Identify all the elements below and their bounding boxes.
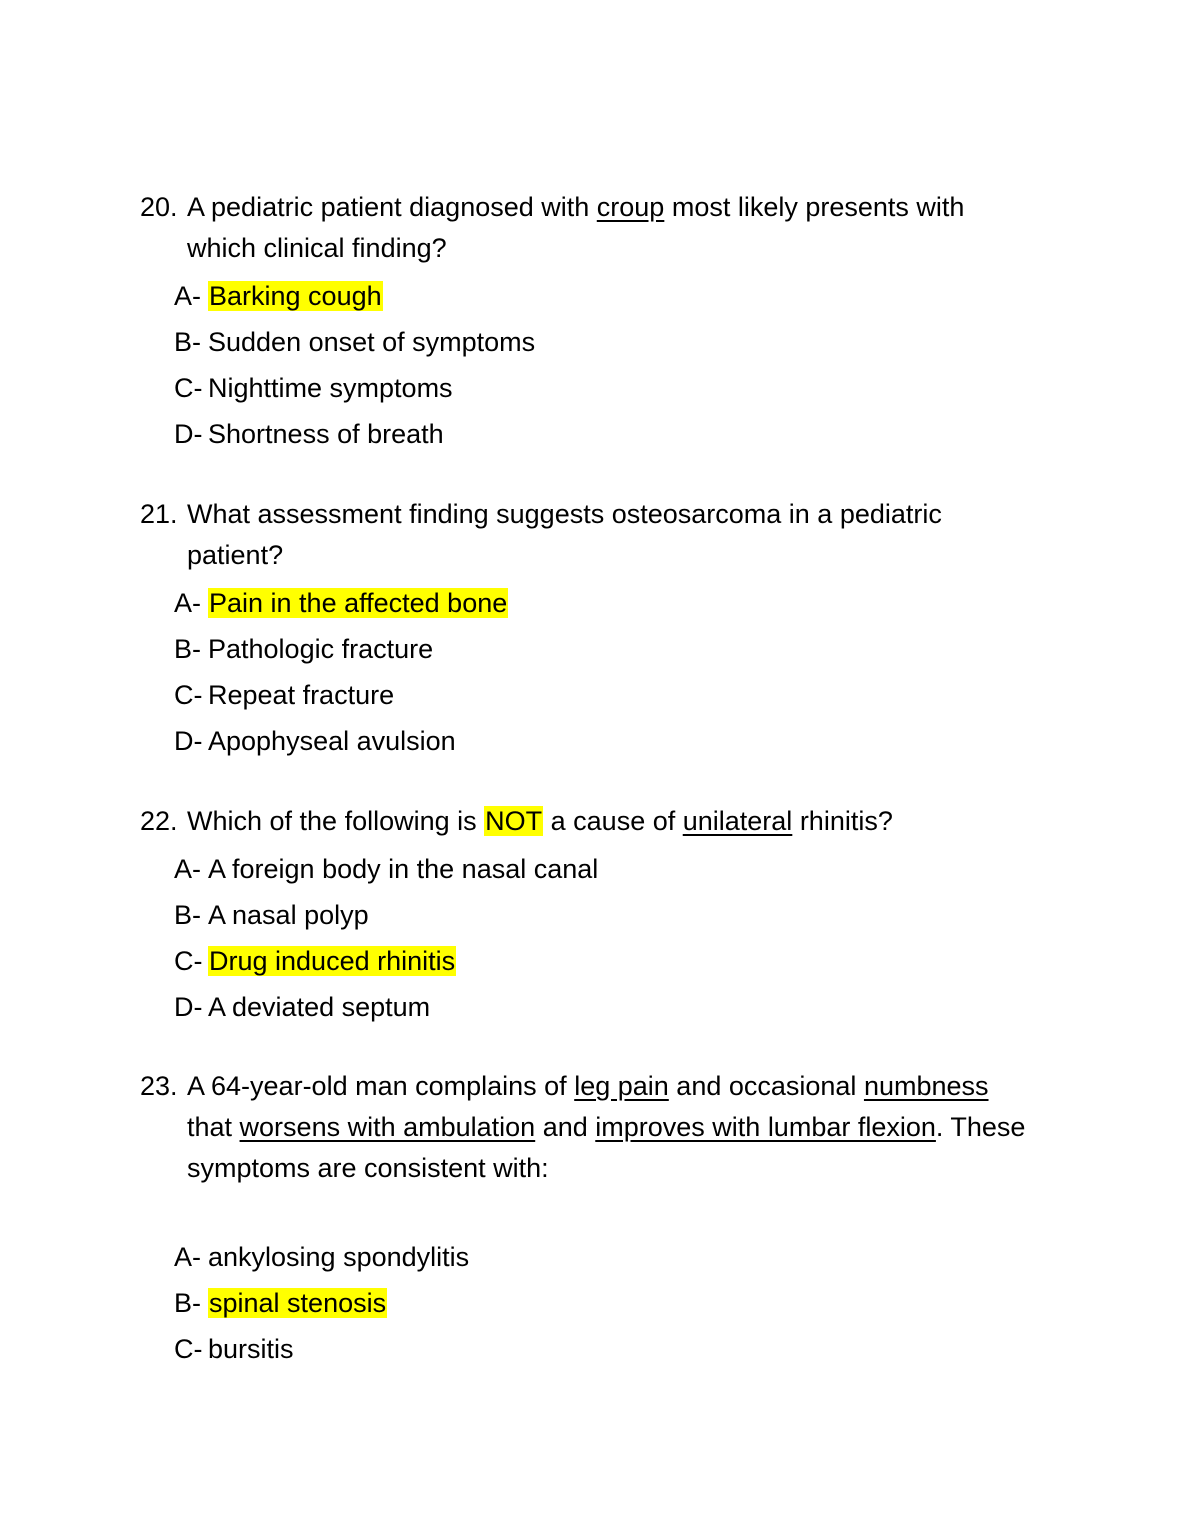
- question-number: 20.: [140, 192, 178, 222]
- option-a: A- A foreign body in the nasal canal: [174, 854, 599, 884]
- question-number: 23.: [140, 1071, 178, 1101]
- question-stem: 21. What assessment finding suggests osteosarcoma in a pediatric patient?: [140, 494, 1040, 576]
- option-d: D- Apophyseal avulsion: [174, 726, 456, 756]
- underlined-term: unilateral: [682, 806, 793, 836]
- option-d: D- A deviated septum: [174, 992, 431, 1022]
- option-b: B- A nasal polyp: [174, 900, 369, 930]
- option-d: D- Shortness of breath: [174, 419, 444, 449]
- option-c: C- Drug induced rhinitis: [174, 946, 456, 976]
- underlined-term: leg pain: [574, 1071, 669, 1101]
- option-a: A- Pain in the affected bone: [174, 588, 508, 618]
- question-stem: 23. A 64-year-old man complains of leg pain and occasional numbness that worsens with ambulation and improves with lumbar flexion. These symptoms are consistent with:: [140, 1066, 1040, 1189]
- question-20: [140, 187, 1040, 457]
- highlighted-term: NOT: [485, 806, 543, 836]
- underlined-term: numbness: [863, 1071, 989, 1101]
- question-number: 21.: [140, 499, 178, 529]
- underlined-term: improves with lumbar flexion: [595, 1112, 936, 1142]
- question-stem: 22. Which of the following is NOT a cause of unilateral rhinitis?: [140, 801, 1040, 842]
- underlined-term: croup: [596, 192, 665, 222]
- question-21: [140, 494, 1040, 764]
- question-23: [140, 1066, 1040, 1372]
- option-b: B- spinal stenosis: [174, 1288, 387, 1318]
- underlined-term: worsens with ambulation: [239, 1112, 536, 1142]
- option-c: C- Repeat fracture: [174, 680, 395, 710]
- highlighted-answer: Barking cough: [209, 281, 382, 311]
- highlighted-answer: Drug induced rhinitis: [209, 946, 456, 976]
- option-a: A- Barking cough: [174, 281, 382, 311]
- highlighted-answer: Pain in the affected bone: [209, 588, 508, 618]
- option-c: C- bursitis: [174, 1334, 294, 1364]
- question-stem: 20. A pediatric patient diagnosed with croup most likely presents with which clinical finding?: [140, 187, 1040, 269]
- question-22: [140, 801, 1040, 1030]
- highlighted-answer: spinal stenosis: [209, 1288, 387, 1318]
- question-number: 22.: [140, 806, 178, 836]
- option-c: C- Nighttime symptoms: [174, 373, 453, 403]
- option-b: B- Pathologic fracture: [174, 634, 434, 664]
- option-a: A- ankylosing spondylitis: [174, 1242, 470, 1272]
- option-b: B- Sudden onset of symptoms: [174, 327, 536, 357]
